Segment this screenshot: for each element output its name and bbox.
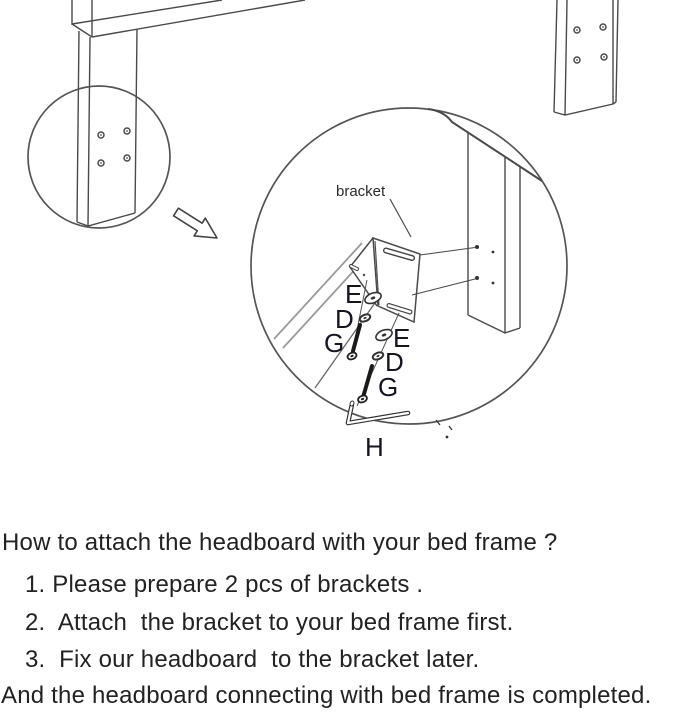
post-hole xyxy=(492,251,495,254)
bracket-callout-leader xyxy=(390,199,411,237)
bolt-leader-lines xyxy=(412,248,475,296)
leg-hole xyxy=(574,27,580,33)
leg-hole xyxy=(98,132,104,138)
headboard-leg-right xyxy=(554,0,618,115)
label-spring-washer-d-2: D xyxy=(385,347,404,377)
leg-hole xyxy=(124,155,130,161)
allen-key xyxy=(348,400,452,462)
post-hole xyxy=(475,276,479,280)
leg-hole xyxy=(601,54,607,60)
leg-hole xyxy=(124,128,130,134)
instruction-step: 3. Fix our headboard to the bracket later. xyxy=(25,646,480,673)
leg-hole xyxy=(600,24,606,30)
bed-post-top-edge xyxy=(428,109,542,181)
leg-hole xyxy=(574,57,580,63)
bracket-callout-label: bracket xyxy=(336,183,386,200)
label-allen-key-h: H xyxy=(365,432,384,462)
bracket-flange-hole xyxy=(363,274,365,276)
label-washer-e-1: E xyxy=(345,279,363,309)
label-spring-washer-d-1: D xyxy=(335,304,354,334)
instruction-step: 1. Please prepare 2 pcs of brackets . xyxy=(25,571,424,598)
bolt-g xyxy=(357,366,372,404)
headboard-panel xyxy=(72,0,305,37)
label-bolt-g-2: G xyxy=(378,372,399,402)
bed-post xyxy=(428,109,542,333)
zoom-arrow-icon xyxy=(174,208,217,238)
instructions-heading: How to attach the headboard with your bed frame ? xyxy=(2,529,558,556)
instructions-footer: And the headboard connecting with bed frame is completed. xyxy=(1,682,652,709)
headboard-leg-left xyxy=(77,29,137,226)
hardware-set-2 xyxy=(357,313,410,406)
washer-e xyxy=(374,327,393,342)
label-washer-e-2: E xyxy=(393,323,411,353)
leg-hole xyxy=(98,160,104,166)
post-hole xyxy=(475,245,479,249)
post-hole xyxy=(492,282,495,285)
stray-dot xyxy=(446,436,449,439)
label-bolt-g-1: G xyxy=(324,328,345,358)
spring-washer-d xyxy=(372,351,385,361)
magnifier-circle xyxy=(28,86,170,228)
instruction-step: 2. Attach the bracket to your bed frame first. xyxy=(25,609,514,636)
